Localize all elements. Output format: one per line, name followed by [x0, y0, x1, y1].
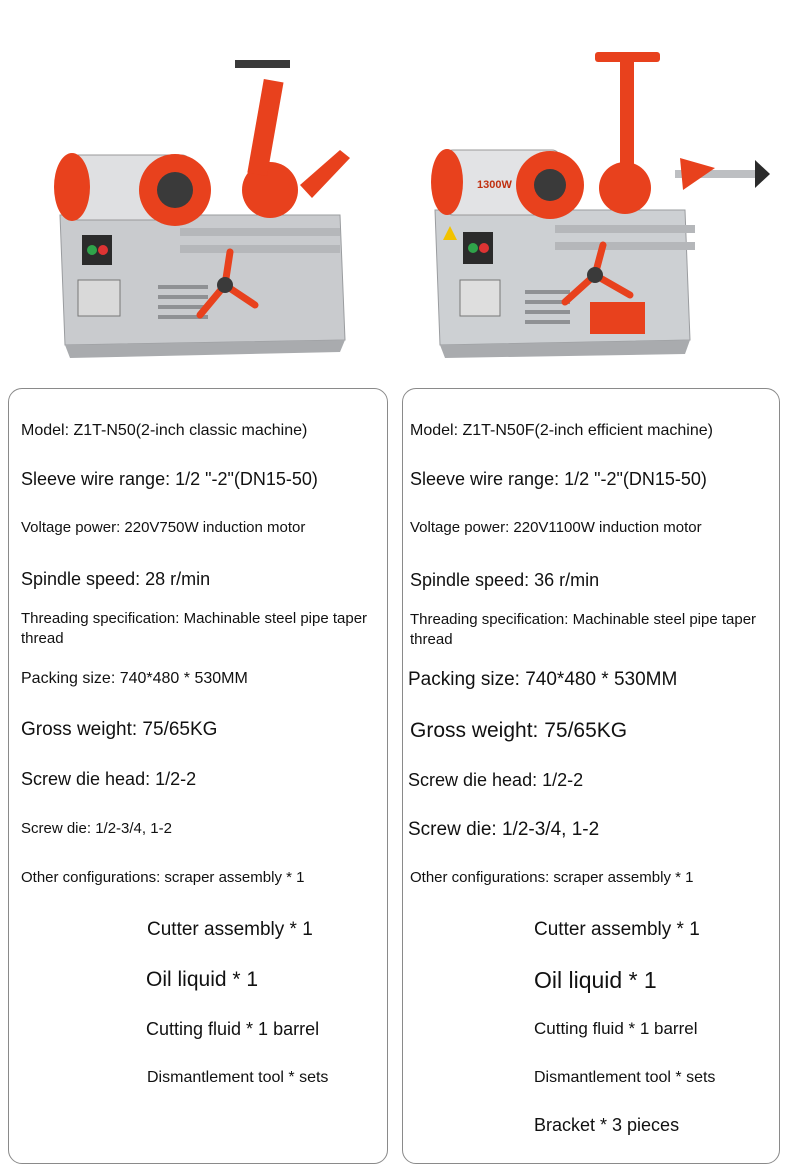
- spec-gross-weight: Gross weight: 75/65KG: [21, 719, 218, 740]
- spec-die-head: Screw die head: 1/2-2: [408, 770, 584, 790]
- spec-bracket: Bracket * 3 pieces: [534, 1115, 680, 1135]
- spec-threading: Threading specification: Machinable steel pipe taper thread: [21, 610, 368, 648]
- spec-voltage: Voltage power: 220V750W induction motor: [21, 519, 306, 536]
- spec-other-config: Other configurations: scraper assembly * 1: [21, 869, 305, 886]
- spec-dismantle-tool: Dismantlement tool * sets: [534, 1069, 716, 1086]
- spec-dismantle-tool: Dismantlement tool * sets: [147, 1069, 329, 1086]
- spec-model: Model: Z1T-N50(2-inch classic machine): [21, 422, 308, 439]
- spec-oil: Oil liquid * 1: [146, 968, 259, 991]
- spec-cutting-fluid: Cutting fluid * 1 barrel: [146, 1019, 320, 1039]
- spec-die-head: Screw die head: 1/2-2: [21, 769, 197, 789]
- spec-threading: Threading specification: Machinable steel pipe taper thread: [410, 611, 757, 649]
- spec-card-classic: [8, 388, 388, 1164]
- spec-packing-size: Packing size: 740*480 * 530MM: [408, 669, 678, 690]
- spec-cutter: Cutter assembly * 1: [147, 919, 313, 940]
- spec-voltage: Voltage power: 220V1100W induction motor: [410, 519, 702, 536]
- spec-sleeve-range: Sleeve wire range: 1/2 "-2"(DN15-50): [410, 469, 707, 489]
- spec-gross-weight: Gross weight: 75/65KG: [410, 719, 628, 742]
- spec-die: Screw die: 1/2-3/4, 1-2: [408, 819, 600, 840]
- spec-die: Screw die: 1/2-3/4, 1-2: [21, 820, 172, 837]
- spec-packing-size: Packing size: 740*480 * 530MM: [21, 670, 248, 687]
- spec-other-config: Other configurations: scraper assembly * 1: [410, 869, 694, 886]
- spec-spindle-speed: Spindle speed: 36 r/min: [410, 570, 600, 590]
- spec-sleeve-range: Sleeve wire range: 1/2 "-2"(DN15-50): [21, 469, 318, 489]
- spec-cutter: Cutter assembly * 1: [534, 919, 700, 940]
- spec-model: Model: Z1T-N50F(2-inch efficient machine): [410, 422, 713, 439]
- motor-power-label: 1300W: [477, 179, 512, 191]
- spec-spindle-speed: Spindle speed: 28 r/min: [21, 569, 211, 589]
- spec-card-efficient: [402, 388, 780, 1164]
- pipe-threading-machine-classic-icon: [40, 40, 380, 370]
- spec-cutting-fluid: Cutting fluid * 1 barrel: [534, 1019, 698, 1038]
- spec-oil: Oil liquid * 1: [534, 967, 657, 993]
- pipe-threading-machine-efficient-icon: [425, 40, 775, 370]
